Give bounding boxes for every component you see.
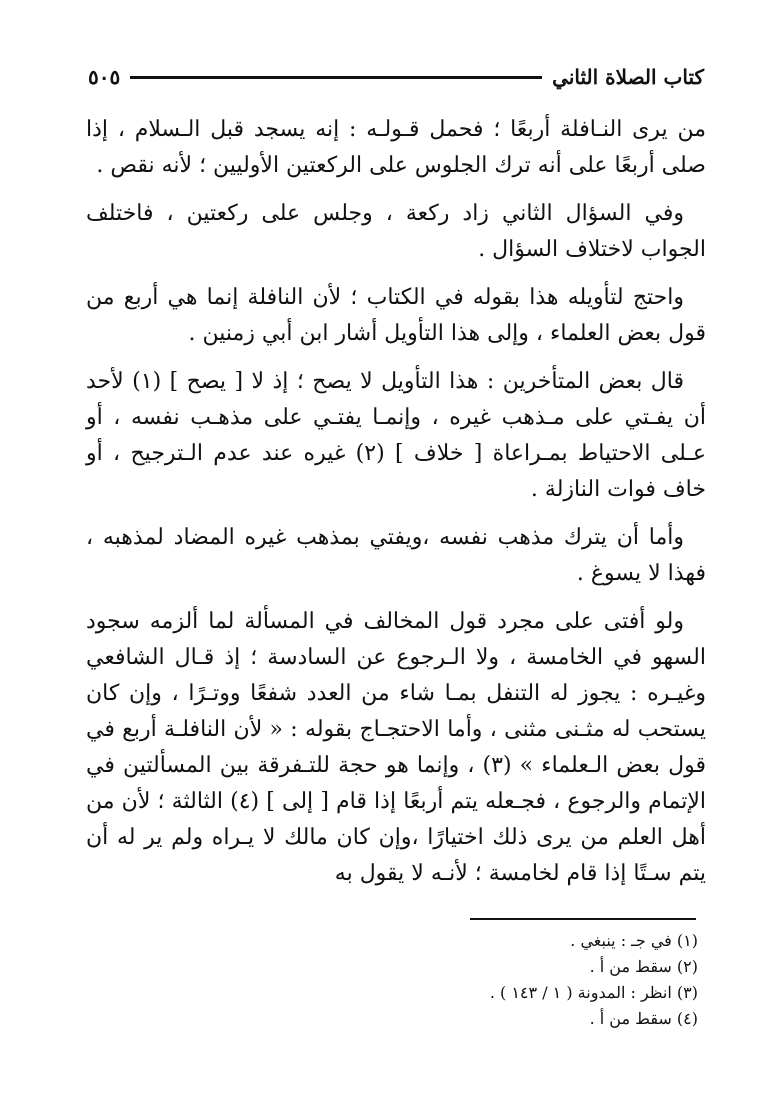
main-text (86, 112, 706, 904)
paragraph-2: وفي السؤال الثاني زاد ركعة ، وجلس على ركعتين ، فاختلف الجواب لاختلاف السؤال . (86, 201, 706, 262)
paragraph-5: وأما أن يترك مذهب نفسه ،ويفتي بمذهب غيره المضاد لمذهبه ، فهذا لا يسوغ . (86, 525, 706, 586)
footnotes (300, 928, 698, 1032)
footnote-3: (٣) انظر : المدونة ( ١ / ١٤٣ ) . (489, 983, 698, 1002)
paragraph-6: ولو أفتى على مجرد قول المخالف في المسألة لما ألزمه سجود السهو في الخامسة ، ولا الـرجوع عن السادسة ؛ إذ قـال الشافعي وغيـره : يجوز له التنفل بمـا شاء من العدد شفعًا ووتـرًا ، وإن كان يستحب له مثـنى مثنى ، وأما الاحتجـاج بقوله : « لأن النافلـة أربع في قول بعض الـعلماء » (٣) ، وإنما هو حجة للتـفرقة بين المسألتين في الإتمام والرجوع ، فجـعله يتم أربعًا إذا قام [ إلى ] (٤) الثالثة ؛ لأن من أهل العلم من يرى ذلك اختيارًا ،وإن كان مالك لا يـراه ولم ير له أن يتم سـتًا إذا قام لخامسة ؛ لأنـه لا يقول به (86, 609, 707, 886)
paragraph-3: واحتج لتأويله هذا بقوله في الكتاب ؛ لأن النافلة إنما هي أربع من قول بعض العلماء ، وإلى هذا التأويل أشار ابن أبي زمنين . (86, 285, 706, 346)
page-number: ٥٠٥ (88, 65, 121, 89)
header-rule (130, 76, 542, 79)
footnote-1: (١) في جـ : ينبغي . (570, 931, 698, 950)
paragraph-1: من يرى النـافلة أربعًا ؛ فحمل قـولـه : إنه يسجد قبل الـسلام ، إذا صلى أربعًا على أنه ترك الجلوس على الركعتين الأوليين ؛ لأنه نقص . (86, 117, 707, 178)
paragraph-4: قال بعض المتأخرين : هذا التأويل لا يصح ؛ إذ لا [ يصح ] (١) لأحد أن يفـتي على مـذهب غيره ، وإنمـا يفتـي على مذهـب نفسه ، أو عـلى الاحتياط بمـراعاة [ خلاف ] (٢) غيره عند عدم الـترجيح ، أو خاف فوات النازلة . (86, 369, 706, 502)
running-header (88, 62, 704, 92)
footnote-rule (470, 918, 696, 920)
footnote-4: (٤) سقط من أ . (589, 1009, 698, 1028)
header-title: كتاب الصلاة الثاني (552, 65, 704, 89)
footnote-2: (٢) سقط من أ . (589, 957, 698, 976)
